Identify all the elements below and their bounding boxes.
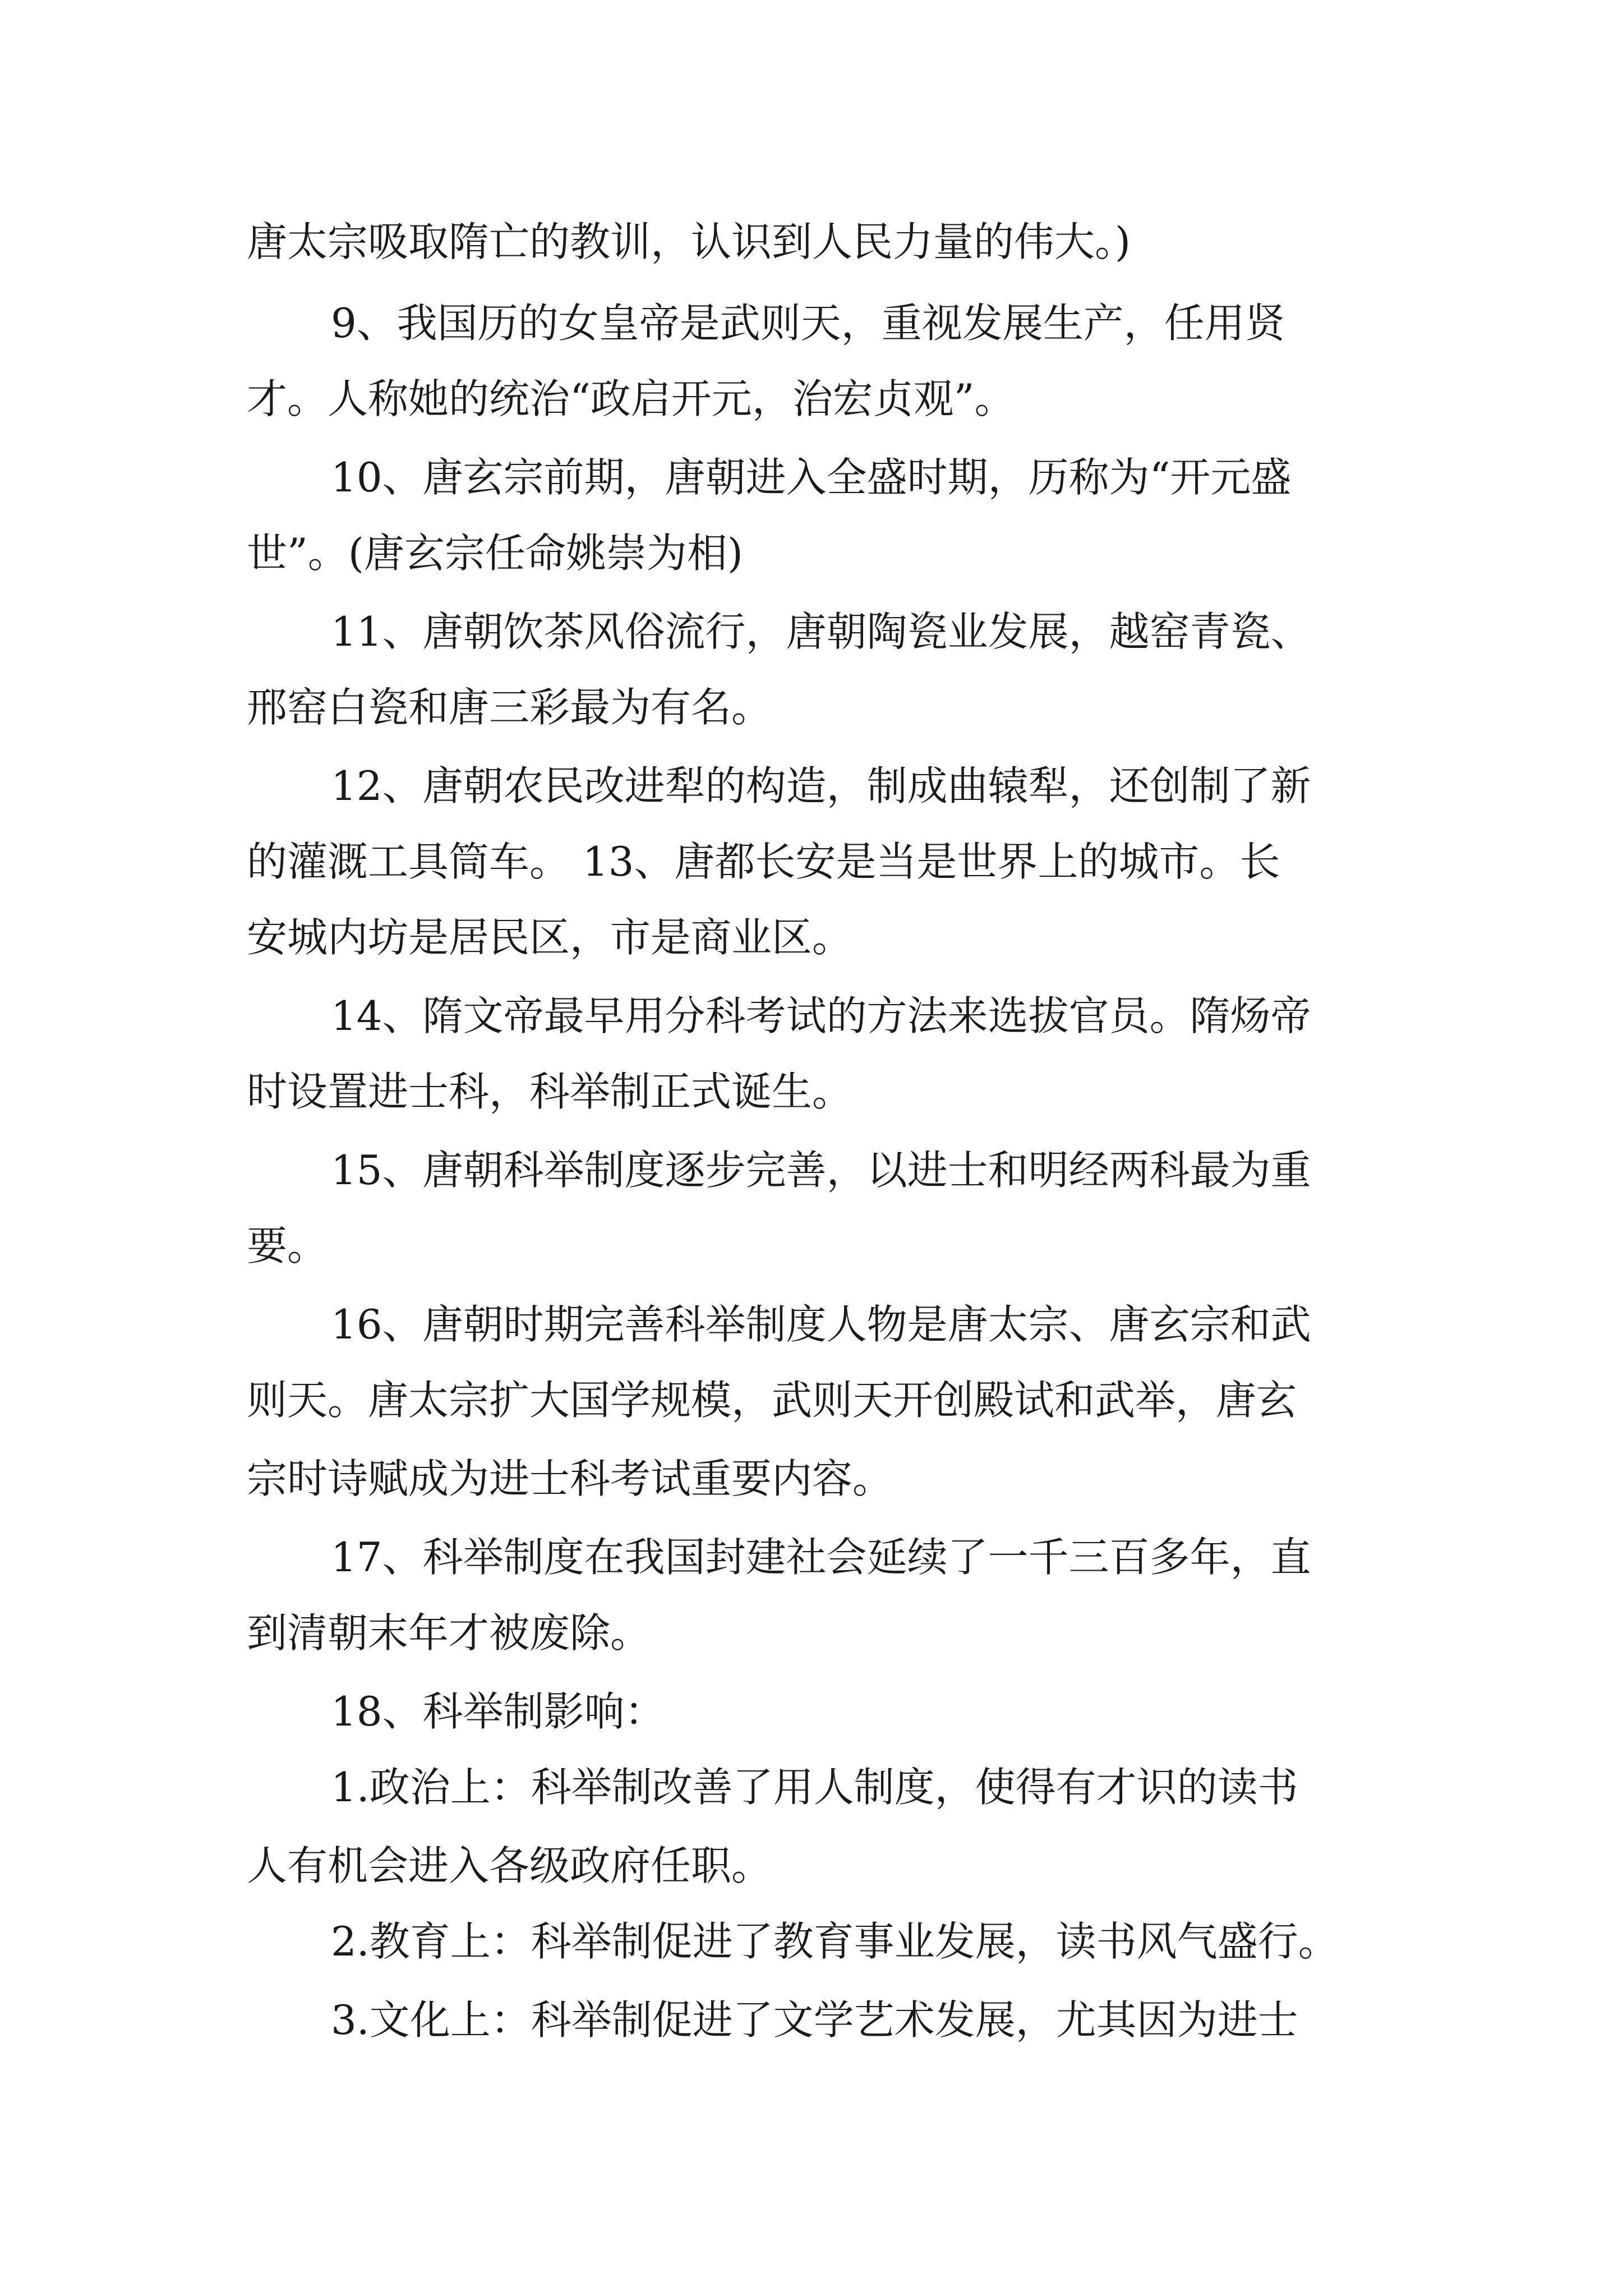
text-line: 到清朝末年才被废除。: [247, 1609, 651, 1657]
text-line: 宗时诗赋成为进士科考试重要内容。: [247, 1455, 893, 1502]
text-line: 17、科举制度在我国封建社会延续了一千三百多年，直: [331, 1534, 1311, 1581]
text-line: 世”。(唐玄宗任命姚崇为相): [247, 530, 743, 577]
text-line: 时设置进士科，科举制正式诞生。: [247, 1068, 853, 1115]
text-line: 12、唐朝农民改进犁的构造，制成曲辕犁，还创制了新: [331, 762, 1311, 809]
text-line: 16、唐朝时期完善科举制度人物是唐太宗、唐玄宗和武: [331, 1301, 1311, 1348]
text-line: 的灌溉工具筒车。 13、唐都长安是当是世界上的城市。长: [247, 838, 1280, 885]
text-line: 邢窑白瓷和唐三彩最为有名。: [247, 684, 772, 731]
text-line: 3.文化上：科举制促进了文学艺术发展，尤其因为进士: [331, 1996, 1298, 2044]
text-line: 唐太宗吸取隋亡的教训，认识到人民力量的伟大。): [247, 218, 1131, 265]
text-line: 14、隋文帝最早用分科考试的方法来选拔官员。隋炀帝: [331, 992, 1311, 1039]
text-line: 才。人称她的统治“政启开元，治宏贞观”。: [247, 375, 1015, 422]
text-line: 10、唐玄宗前期，唐朝进入全盛时期，历称为“开元盛: [331, 454, 1292, 501]
text-line: 人有机会进入各级政府任职。: [247, 1842, 772, 1889]
text-line: 要。: [247, 1222, 328, 1269]
text-line: 1.政治上：科举制改善了用人制度，使得有才识的读书: [331, 1764, 1298, 1811]
text-line: 则天。唐太宗扩大国学规模，武则天开创殿试和武举，唐玄: [247, 1377, 1297, 1424]
text-line: 2.教育上：科举制促进了教育事业发展，读书风气盛行。: [331, 1918, 1339, 1965]
text-line: 安城内坊是居民区，市是商业区。: [247, 914, 853, 961]
text-line: 9、我国历的女皇帝是武则天，重视发展生产，任用贤: [331, 300, 1285, 347]
text-line: 18、科举制影响：: [331, 1688, 665, 1735]
text-line: 11、唐朝饮茶风俗流行，唐朝陶瓷业发展，越窑青瓷、: [331, 608, 1311, 655]
text-line: 15、唐朝科举制度逐步完善，以进士和明经两科最为重: [331, 1147, 1311, 1194]
